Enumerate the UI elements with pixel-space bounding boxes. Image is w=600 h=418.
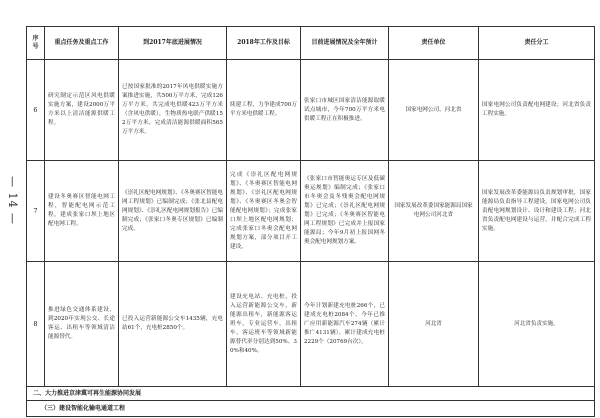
row-responsible-unit: 河北省 <box>389 262 479 387</box>
row-progress-2017: 已投入运营新能源公交车1435辆，充电站61个，充电桩2850个。 <box>119 262 227 387</box>
header-division-of-labor: 责任分工 <box>479 27 595 60</box>
header-no: 序号 <box>27 27 45 60</box>
row-responsible-unit: 国家发展改革委国家能源局国家电网公司河北省 <box>389 161 479 262</box>
row-task: 研究制定示范区风电供暖实施方案，建设2000万平方米以上清洁能源供暖工程。 <box>45 60 119 161</box>
row-task: 推进绿色交通体系建设，到2020年实现公交、长途客运、出租车等领域清洁能源替代。 <box>45 262 119 387</box>
document-sheet <box>26 26 594 416</box>
table-row <box>27 161 595 262</box>
table-row <box>27 262 595 387</box>
task-table <box>26 26 595 417</box>
subsection-row <box>27 401 595 417</box>
header-responsible-unit: 责任单位 <box>389 27 479 60</box>
row-no: 6 <box>27 60 45 161</box>
row-current-progress: 《张家口市智能奥运专区及低碳奥运规划》编制完成；《张家口市冬奥会及冬残奥会配电网规划》已完成；《崇礼区配电网规划》已完成；《冬奥赛区智能电网工程规划》已完成并上报国家能源局；今年9月初上报国网冬奥会配电网规划方案。 <box>301 161 389 262</box>
row-no: 8 <box>27 262 45 387</box>
row-task: 建设冬奥赛区智能电网工程，智能配电网示范工程，建成张家口坝上地区配电网工程。 <box>45 161 119 262</box>
table-header-row <box>27 27 595 60</box>
row-current-progress: 今年计划新建充电桩266个，已建成充电桩2084个，今年已推广应用新能源汽车274辆（累计推广4131辆），累计建成充电桩2229个（20769台次）。 <box>301 262 389 387</box>
table-row <box>27 60 595 161</box>
header-progress-2017: 到2017年底进展情况 <box>119 27 227 60</box>
row-progress-2017: 已按国家批准的2017年风电供暖实施方案推进实施，共500万平方米，完成126万平方米，共完成电供暖423万平方米（含风电供暖），生物质热电联产供暖152万平方米，完成清洁能源供暖面积565万平方米。 <box>119 60 227 161</box>
row-goal-2018: 续建工程，力争建成700万平方米电供暖工程。 <box>227 60 301 161</box>
page-number: — 14 — <box>6 176 19 225</box>
subsection-title: （三）建设智能化输电通道工程 <box>27 401 595 417</box>
section-title: 二、大力推进京津冀可再生能源协同发展 <box>27 387 595 401</box>
row-no: 7 <box>27 161 45 262</box>
header-current-progress: 目前进展情况及全年预计 <box>301 27 389 60</box>
row-division-of-labor: 河北省负责实施。 <box>479 262 595 387</box>
row-progress-2017: 《崇礼区配电网规划》、《冬奥赛区智能电网工程规划》已编制完成；《张北县配电网规划》、《崇礼区配电网规划报告》已编制完成；《张家口冬奥专区规划》已编制完成。 <box>119 161 227 262</box>
row-division-of-labor: 国家电网公司负责配电网建设；河北省负责工程实施。 <box>479 60 595 161</box>
row-responsible-unit: 国家电网公司、河北省 <box>389 60 479 161</box>
row-goal-2018: 建设充电站、充电桩，投入运营新能源公交车，新能源出租车，新能源客运班车，专业运营车，出租车，客运班车等领域新能源替代率分别达到50%、30%和40%。 <box>227 262 301 387</box>
header-goal-2018: 2018年工作及目标 <box>227 27 301 60</box>
row-current-progress: 张家口市城区国家清洁能源取暖试点城市，今年700万平方米电供暖工程正在积极推进。 <box>301 60 389 161</box>
row-goal-2018: 完成《崇礼区配电网规划》、《冬奥赛区智能电网规划》、《崇礼区配电网规划》、《冬奥赛区冬奥会智能配电网规划》；完成张家口坝上地区配电网规划；完成张家口冬奥会配电网规划方案，部分项目开工建设。 <box>227 161 301 262</box>
section-row <box>27 387 595 401</box>
header-task: 重点任务及重点工作 <box>45 27 119 60</box>
row-division-of-labor: 国家发展改革委能源局负责规划审批，国家能源局负责指导工程建设，国家电网公司负责配电网规划设计、设计和建设工程；河北省负责配电网建设与运营，并配合完成工程实施。 <box>479 161 595 262</box>
